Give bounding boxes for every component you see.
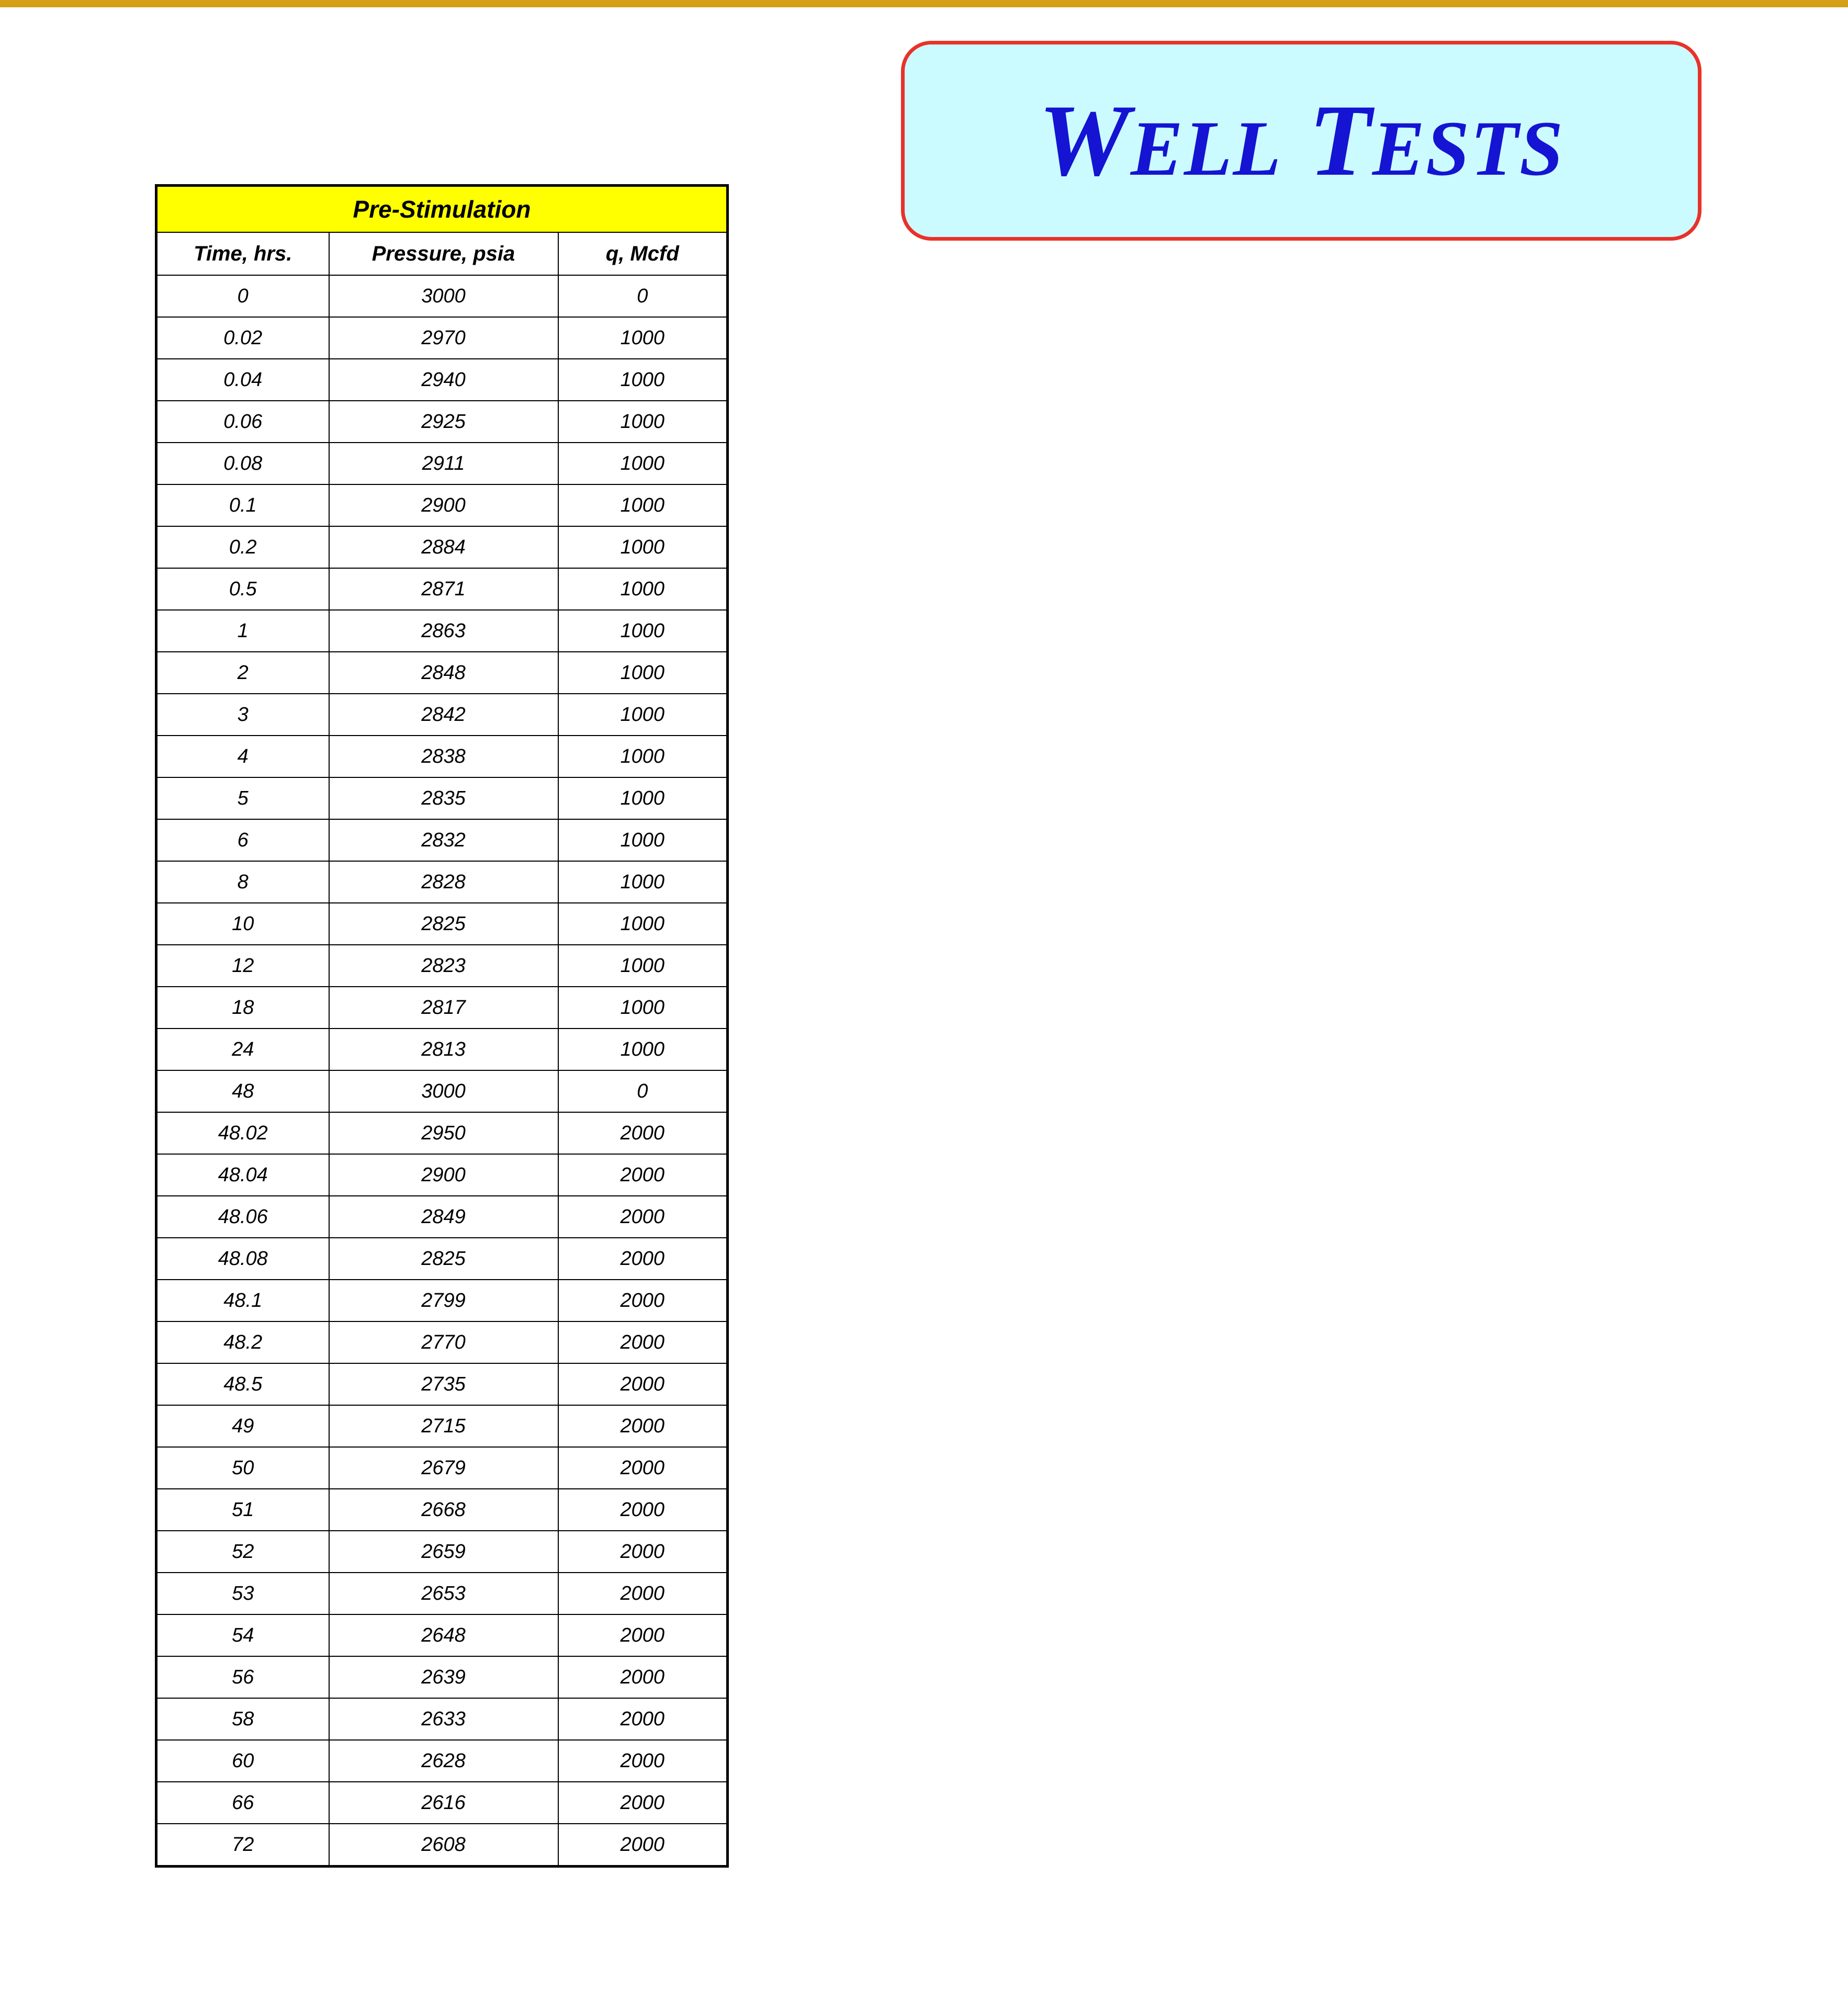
- table-cell: 2628: [329, 1740, 558, 1782]
- table-cell: 3000: [329, 275, 558, 317]
- title-word1-rest: ELL: [1130, 105, 1282, 192]
- table-cell: 2639: [329, 1656, 558, 1698]
- table-row: [156, 819, 728, 861]
- table-cell: 0.2: [156, 526, 329, 568]
- table-row: [156, 1782, 728, 1824]
- table-cell: 1000: [558, 945, 728, 987]
- table-row: [156, 359, 728, 401]
- table-cell: 52: [156, 1531, 329, 1573]
- table-cell: 2000: [558, 1447, 728, 1489]
- table-cell: 2000: [558, 1698, 728, 1740]
- table-cell: 1000: [558, 652, 728, 694]
- table-header-row: [156, 232, 728, 275]
- table-cell: 2000: [558, 1573, 728, 1614]
- table-cell: 2900: [329, 484, 558, 526]
- table-row: [156, 1112, 728, 1154]
- table-row: [156, 1154, 728, 1196]
- table-row: [156, 1321, 728, 1363]
- table-cell: 2817: [329, 987, 558, 1029]
- table-cell: 2000: [558, 1321, 728, 1363]
- table-cell: 1000: [558, 526, 728, 568]
- table-cell: 2000: [558, 1531, 728, 1573]
- table-cell: 2838: [329, 736, 558, 777]
- table-row: [156, 1824, 728, 1867]
- table-cell: 72: [156, 1824, 329, 1867]
- table-cell: 1000: [558, 401, 728, 443]
- table-cell: 0: [558, 1070, 728, 1112]
- table-cell: 2842: [329, 694, 558, 736]
- table-row: [156, 987, 728, 1029]
- title-word1-cap: W: [1038, 84, 1131, 197]
- table-cell: 3: [156, 694, 329, 736]
- table-row: [156, 443, 728, 484]
- table-cell: 2000: [558, 1363, 728, 1405]
- table-row: [156, 1405, 728, 1447]
- table-cell: 2849: [329, 1196, 558, 1238]
- table-cell: 2970: [329, 317, 558, 359]
- table-cell: 0.08: [156, 443, 329, 484]
- table-cell: 0.06: [156, 401, 329, 443]
- table-row: [156, 652, 728, 694]
- table-row: [156, 610, 728, 652]
- table-cell: 2000: [558, 1280, 728, 1321]
- table-cell: 2900: [329, 1154, 558, 1196]
- table-cell: 0.02: [156, 317, 329, 359]
- table-row: [156, 568, 728, 610]
- table-cell: 48.5: [156, 1363, 329, 1405]
- table-cell: 50: [156, 1447, 329, 1489]
- table-cell: 2735: [329, 1363, 558, 1405]
- table-cell: 1: [156, 610, 329, 652]
- table-row: [156, 1070, 728, 1112]
- table-cell: 48: [156, 1070, 329, 1112]
- table-row: [156, 777, 728, 819]
- table-cell: 0: [156, 275, 329, 317]
- table-cell: 48.04: [156, 1154, 329, 1196]
- table-cell: 60: [156, 1740, 329, 1782]
- table-row: [156, 484, 728, 526]
- table-cell: 4: [156, 736, 329, 777]
- table-cell: 2825: [329, 903, 558, 945]
- table-row: [156, 1280, 728, 1321]
- table-cell: 1000: [558, 987, 728, 1029]
- table-cell: 49: [156, 1405, 329, 1447]
- table-cell: 1000: [558, 568, 728, 610]
- table-cell: 53: [156, 1573, 329, 1614]
- table-cell: 2000: [558, 1782, 728, 1824]
- table-cell: 2832: [329, 819, 558, 861]
- table-cell: 2608: [329, 1824, 558, 1867]
- table-cell: 2950: [329, 1112, 558, 1154]
- column-header-pressure: Pressure, psia: [329, 232, 558, 275]
- table-row: [156, 401, 728, 443]
- table-cell: 8: [156, 861, 329, 903]
- table-row: [156, 1447, 728, 1489]
- table-cell: 2863: [329, 610, 558, 652]
- table-cell: 2813: [329, 1029, 558, 1070]
- table-cell: 2828: [329, 861, 558, 903]
- table-cell: 2799: [329, 1280, 558, 1321]
- table-row: [156, 1196, 728, 1238]
- table-cell: 56: [156, 1656, 329, 1698]
- table-row: [156, 1573, 728, 1614]
- table-cell: 1000: [558, 359, 728, 401]
- table-cell: 1000: [558, 777, 728, 819]
- table-caption: Pre-Stimulation: [156, 186, 728, 233]
- table-cell: 2633: [329, 1698, 558, 1740]
- table-cell: 2884: [329, 526, 558, 568]
- table-cell: 54: [156, 1614, 329, 1656]
- table-row: [156, 1363, 728, 1405]
- table-cell: 1000: [558, 610, 728, 652]
- table-cell: 1000: [558, 317, 728, 359]
- table-cell: 2940: [329, 359, 558, 401]
- pre-stimulation-table: [155, 184, 729, 1868]
- table-row: [156, 526, 728, 568]
- table-cell: 2925: [329, 401, 558, 443]
- table-cell: 2871: [329, 568, 558, 610]
- column-header-time: Time, hrs.: [156, 232, 329, 275]
- table-row: [156, 1740, 728, 1782]
- table-row: [156, 1238, 728, 1280]
- table-row: [156, 1698, 728, 1740]
- table-cell: 6: [156, 819, 329, 861]
- table-cell: 2000: [558, 1740, 728, 1782]
- table-cell: 3000: [329, 1070, 558, 1112]
- table-cell: 2770: [329, 1321, 558, 1363]
- pre-stimulation-table-wrapper: [155, 184, 726, 1868]
- table-cell: 1000: [558, 443, 728, 484]
- table-cell: 2000: [558, 1656, 728, 1698]
- table-cell: 0: [558, 275, 728, 317]
- table-caption-row: [156, 186, 728, 233]
- table-row: [156, 1614, 728, 1656]
- table-cell: 48.02: [156, 1112, 329, 1154]
- table-row: [156, 1656, 728, 1698]
- table-cell: 5: [156, 777, 329, 819]
- table-row: [156, 1531, 728, 1573]
- table-cell: 2848: [329, 652, 558, 694]
- table-cell: 2000: [558, 1489, 728, 1531]
- table-row: [156, 861, 728, 903]
- table-cell: 2653: [329, 1573, 558, 1614]
- table-cell: 48.1: [156, 1280, 329, 1321]
- table-cell: 2000: [558, 1112, 728, 1154]
- table-cell: 2000: [558, 1238, 728, 1280]
- table-cell: 2000: [558, 1405, 728, 1447]
- title-word2-rest: ESTS: [1372, 105, 1564, 192]
- table-cell: 1000: [558, 903, 728, 945]
- table-cell: 48.2: [156, 1321, 329, 1363]
- title-badge: [901, 41, 1701, 241]
- table-cell: 10: [156, 903, 329, 945]
- table-cell: 0.1: [156, 484, 329, 526]
- table-cell: 1000: [558, 861, 728, 903]
- table-row: [156, 1029, 728, 1070]
- page-title: [1038, 84, 1564, 197]
- table-cell: 1000: [558, 1029, 728, 1070]
- table-row: [156, 1489, 728, 1531]
- table-cell: 18: [156, 987, 329, 1029]
- table-cell: 1000: [558, 819, 728, 861]
- table-cell: 24: [156, 1029, 329, 1070]
- table-row: [156, 694, 728, 736]
- table-cell: 2000: [558, 1824, 728, 1867]
- table-cell: 2715: [329, 1405, 558, 1447]
- table-cell: 48.08: [156, 1238, 329, 1280]
- table-row: [156, 317, 728, 359]
- table-cell: 2823: [329, 945, 558, 987]
- top-rule: [0, 0, 1848, 7]
- table-cell: 2000: [558, 1196, 728, 1238]
- table-cell: 1000: [558, 484, 728, 526]
- table-cell: 0.04: [156, 359, 329, 401]
- table-cell: 2668: [329, 1489, 558, 1531]
- table-cell: 2911: [329, 443, 558, 484]
- table-cell: 51: [156, 1489, 329, 1531]
- table-cell: 2659: [329, 1531, 558, 1573]
- column-header-rate: q, Mcfd: [558, 232, 728, 275]
- table-cell: 0.5: [156, 568, 329, 610]
- table-cell: 1000: [558, 694, 728, 736]
- table-cell: 2: [156, 652, 329, 694]
- table-cell: 66: [156, 1782, 329, 1824]
- table-cell: 48.06: [156, 1196, 329, 1238]
- table-cell: 2616: [329, 1782, 558, 1824]
- table-row: [156, 903, 728, 945]
- table-cell: 2648: [329, 1614, 558, 1656]
- table-cell: 2679: [329, 1447, 558, 1489]
- table-cell: 2835: [329, 777, 558, 819]
- title-word2-cap: T: [1309, 84, 1372, 197]
- table-row: [156, 736, 728, 777]
- table-cell: 12: [156, 945, 329, 987]
- table-cell: 2825: [329, 1238, 558, 1280]
- table-cell: 58: [156, 1698, 329, 1740]
- table-row: [156, 945, 728, 987]
- table-cell: 2000: [558, 1154, 728, 1196]
- table-cell: 2000: [558, 1614, 728, 1656]
- table-cell: 1000: [558, 736, 728, 777]
- table-row: [156, 275, 728, 317]
